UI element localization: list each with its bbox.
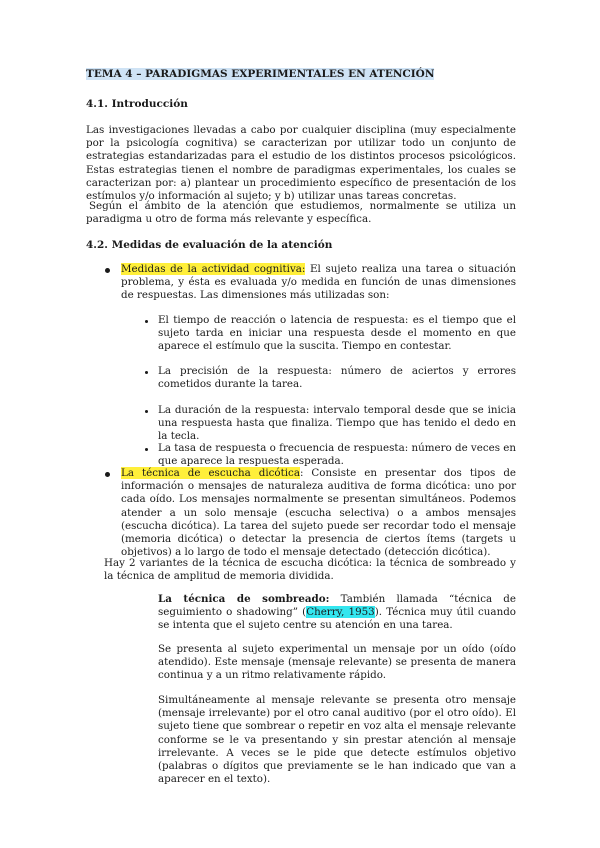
intro-paragraph-2: Según el ámbito de la atención que estudiemos, normalmente se utiliza un paradigma u otro de forma más relevante y específica.	[86, 200, 516, 226]
sub-bullet-dot	[145, 448, 148, 451]
section-heading-introduccion: 4.1. Introducción	[86, 98, 188, 110]
sub-item-tiempo-reaccion: El tiempo de reacción o latencia de respuesta: es el tiempo que el sujeto tarda en iniciar una respuesta desde el momento en que aparece el estímulo que la suscita. Tiempo en contestar.	[158, 314, 516, 353]
intro-paragraph: Las investigaciones llevadas a cabo por cualquier disciplina (muy especialmente por la psicología cognitiva) se caracterizan por utilizar todo un conjunto de estrategias estandarizadas para el estudio de los distintos procesos psicológicos. Estas estrategias tienen el nombre de paradigmas experimentales, los cuales se caracterizan por: a) plantear un procedimiento específico de presentación de los estímulos y/o información al sujeto; y b) utilizar unas tareas concretas.	[86, 124, 516, 203]
bullet-medidas-label: Medidas de la actividad cognitiva:	[121, 263, 306, 275]
sombreado-label: La técnica de sombreado:	[158, 593, 330, 605]
sub-item-tasa: La tasa de respuesta o frecuencia de respuesta: número de veces en que aparece la respuesta esperada.	[158, 442, 516, 468]
document-title	[86, 68, 434, 80]
sub-bullet-dot	[145, 371, 148, 374]
bullet-medidas-text: El sujeto realiza una tarea o situación problema, y ésta es evaluada y/o medida en función de unas dimensiones de respuestas. Las dimensiones más utilizadas son:	[121, 263, 516, 302]
sub-bullet-dot	[145, 410, 148, 413]
sub-item-precision: La precisión de la respuesta: número de aciertos y errores cometidos durante la tarea.	[158, 365, 516, 391]
sub-bullet-dot	[145, 320, 148, 323]
variants-paragraph: Hay 2 variantes de la técnica de escucha dicótica: la técnica de sombreado y la técnica de amplitud de memoria dividida.	[104, 557, 516, 583]
bullet-escucha-label: La técnica de escucha dicótica	[121, 467, 300, 479]
bullet-escucha-dicotica	[121, 467, 516, 559]
section-heading-medidas: 4.2. Medidas de evaluación de la atención	[86, 239, 333, 251]
presentacion-paragraph: Se presenta al sujeto experimental un mensaje por un oído (oído atendido). Este mensaje (mensaje relevante) se presenta de manera continua y a un ritmo relativamente rápido.	[158, 643, 516, 682]
document-title-text: TEMA 4 – PARADIGMAS EXPERIMENTALES EN ATENCIÓN	[86, 68, 435, 80]
simultaneamente-paragraph: Simultáneamente al mensaje relevante se presenta otro mensaje (mensaje irrelevante) por el otro canal auditivo (por el otro oído). El sujeto tiene que sombrear o repetir en voz alta el mensaje relevante conforme se le va presentando y sin prestar atención al mensaje irrelevante. A veces se le pide que detecte estímulos objetivo (palabras o dígitos que previamente se le han indicado que van a aparecer en el texto).	[158, 694, 516, 786]
bullet-medidas-actividad	[121, 263, 516, 303]
citation-cherry: Cherry, 1953	[306, 606, 375, 619]
sombreado-text-a: También llamada “técnica de seguimiento o shadowing” (	[158, 593, 516, 619]
bullet-dot	[105, 472, 110, 477]
sub-item-duracion: La duración de la respuesta: intervalo temporal desde que se inicia una respuesta hasta que finaliza. Tiempo que has tenido el dedo en la tecla.	[158, 404, 516, 443]
bullet-dot	[105, 268, 110, 273]
bullet-escucha-text: : Consiste en presentar dos tipos de información o mensajes de naturaleza auditiva de forma dicótica: uno por cada oído. Los mensajes normalmente se presentan simultáneos. Podemos atender a un solo mensaje (escucha selectiva) o a ambos mensajes (escucha dicótica). La tarea del sujeto puede ser recordar todo el mensaje (memoria dicótica) o detectar la presencia de ciertos ítems (targets u objetivos) a lo largo de todo el mensaje detectado (detección dicótica).	[121, 467, 516, 559]
sombreado-paragraph	[158, 593, 516, 633]
sombreado-text-b: ). Técnica muy útil cuando se intenta que el sujeto centre su atención en una tarea.	[158, 606, 516, 632]
